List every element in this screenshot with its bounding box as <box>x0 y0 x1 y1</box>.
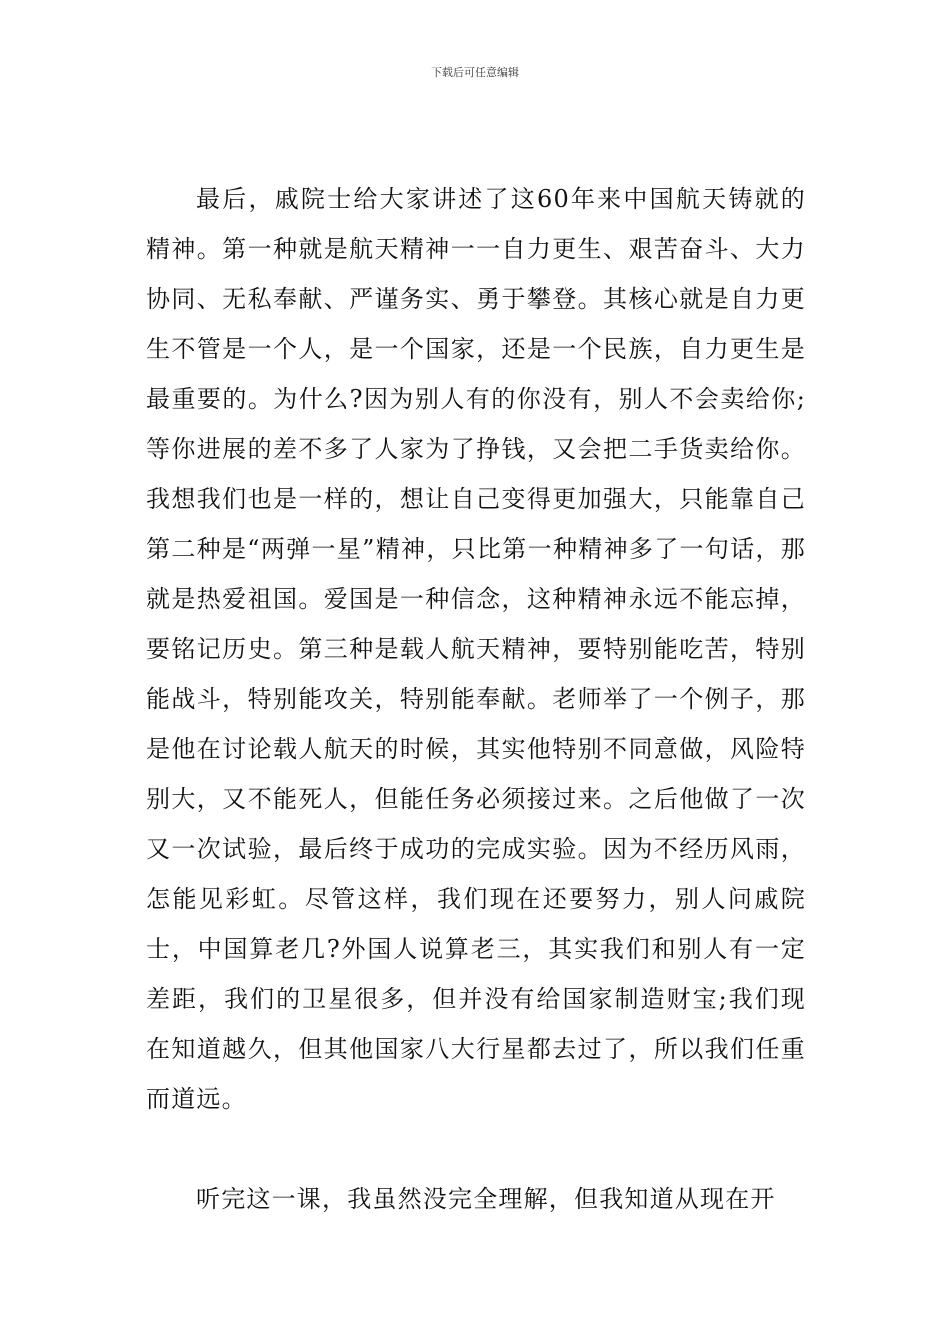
page-header: 下载后可任意编辑 <box>431 66 519 79</box>
body-paragraph-1: 最后，戚院士给大家讲述了这60年来中国航天铸就的精神。第一种就是航天精神一一自力更生、艰苦奋斗、大力协同、无私奉献、严谨务实、勇于攀登。其核心就是自力更生不管是一个人，是一个国家，还是一个民族，自力更生是最重要的。为什么?因为别人有的你没有，别人不会卖给你;等你进展的差不多了人家为了挣钱，又会把二手货卖给你。我想我们也是一样的，想让自己变得更加强大，只能靠自己第二种是“两弹一星”精神，只比第一种精神多了一句话，那就是热爱祖国。爱国是一种信念，这种精神永远不能忘掉，要铭记历史。第三种是载人航天精神，要特别能吃苦，特别能战斗，特别能攻关，特别能奉献。老师举了一个例子，那是他在讨论载人航天的时候，其实他特别不同意做，风险特别大，又不能死人，但能任务必须接过来。之后他做了一次又一次试验，最后终于成功的完成实验。因为不经历风雨，怎能见彩虹。尽管这样，我们现在还要努力，别人问戚院士，中国算老几?外国人说算老三，其实我们和别人有一定差距，我们的卫星很多，但并没有给国家制造财宝;我们现在知道越久，但其他国家八大行星都去过了，所以我们任重而道远。 <box>146 185 806 1113</box>
body-paragraph-2: 听完这一课，我虽然没完全理解，但我知道从现在开 <box>196 1185 776 1213</box>
